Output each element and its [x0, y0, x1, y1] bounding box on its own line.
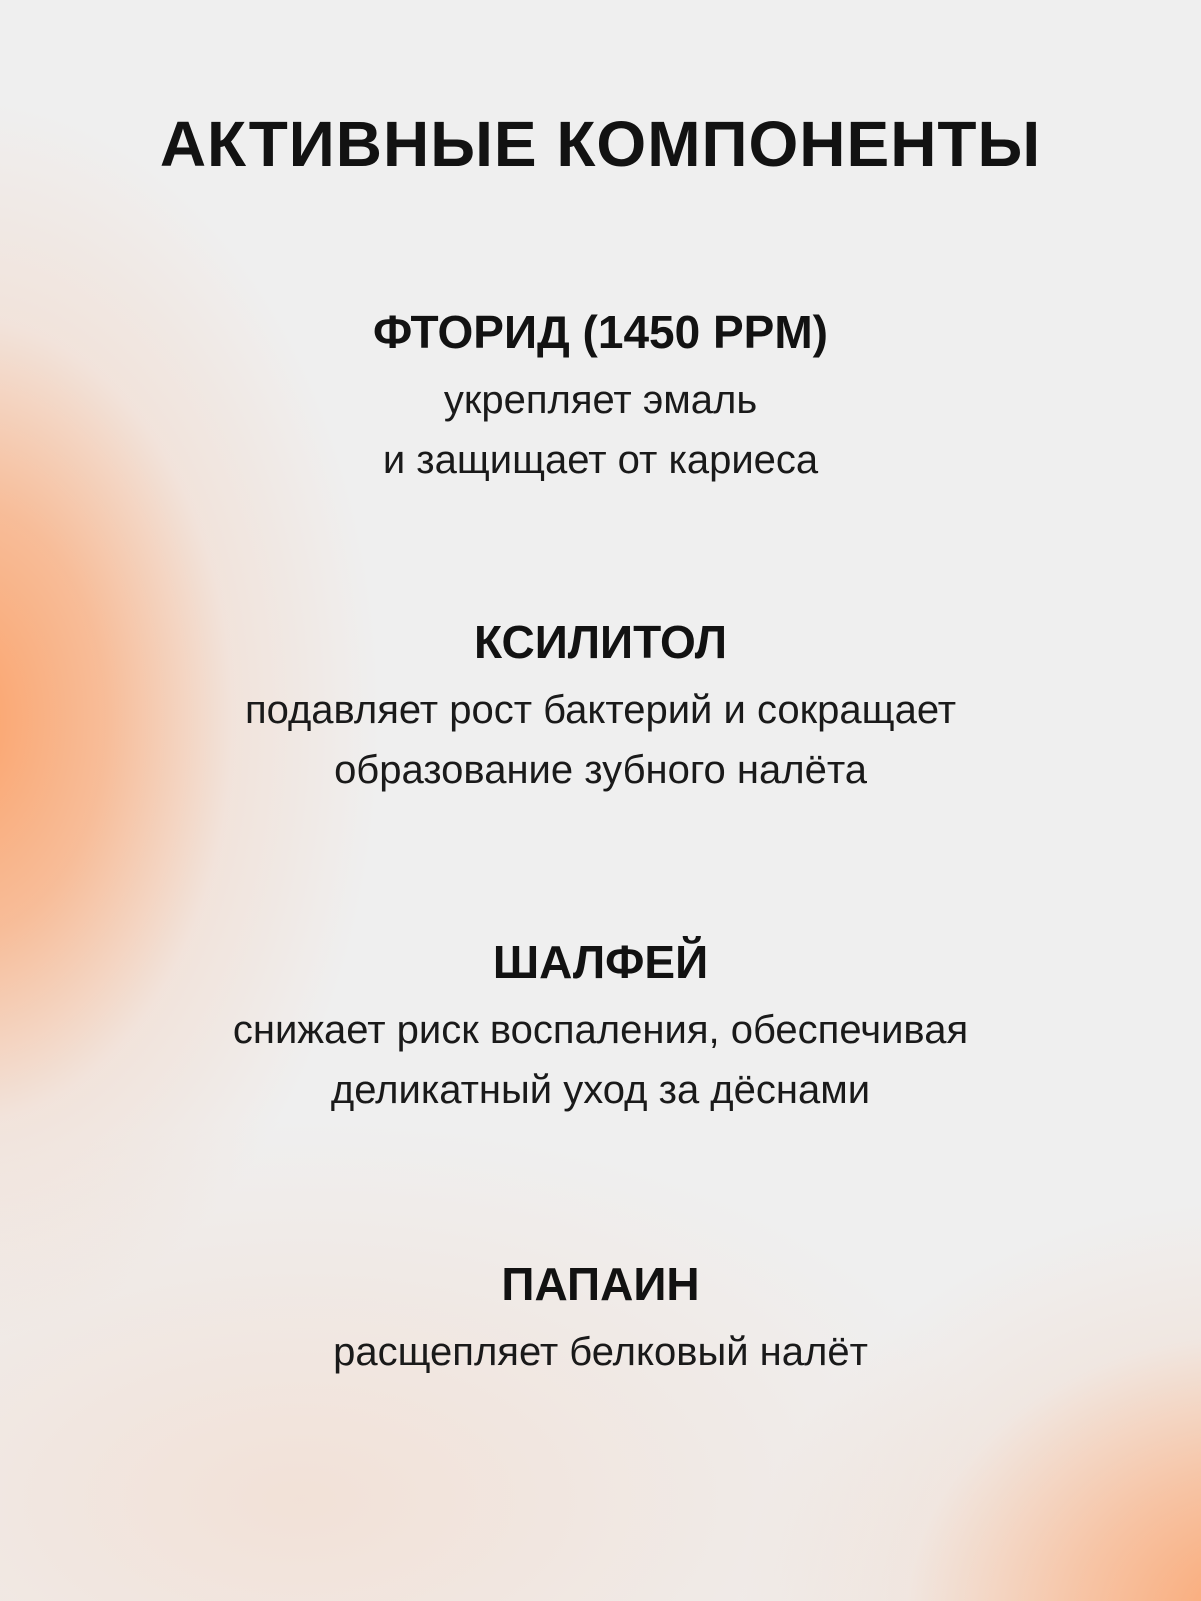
description-line: и защищает от кариеса: [382, 438, 819, 482]
component-xylitol: [0, 614, 1201, 800]
description-line: расщепляет белковый налёт: [333, 1330, 868, 1374]
component-description: [0, 1000, 1201, 1120]
component-name: КСИЛИТОЛ: [474, 616, 727, 668]
component-description: [0, 1322, 1201, 1382]
component-fluoride: [0, 304, 1201, 490]
description-line: снижает риск воспаления, обеспечивая: [232, 1008, 969, 1052]
description-line: укрепляет эмаль: [443, 378, 758, 422]
component-papain: [0, 1256, 1201, 1382]
component-description: [0, 370, 1201, 490]
component-name: ПАПАИН: [501, 1258, 700, 1310]
page-title: АКТИВНЫЕ КОМПОНЕНТЫ: [159, 108, 1042, 180]
description-line: образование зубного налёта: [334, 748, 867, 792]
component-name: ФТОРИД (1450 PPM): [373, 306, 828, 358]
description-line: подавляет рост бактерий и сокращает: [244, 688, 957, 732]
component-description: [0, 680, 1201, 800]
description-line: деликатный уход за дёснами: [330, 1068, 871, 1112]
component-name: ШАЛФЕЙ: [492, 936, 709, 988]
component-sage: [0, 934, 1201, 1120]
